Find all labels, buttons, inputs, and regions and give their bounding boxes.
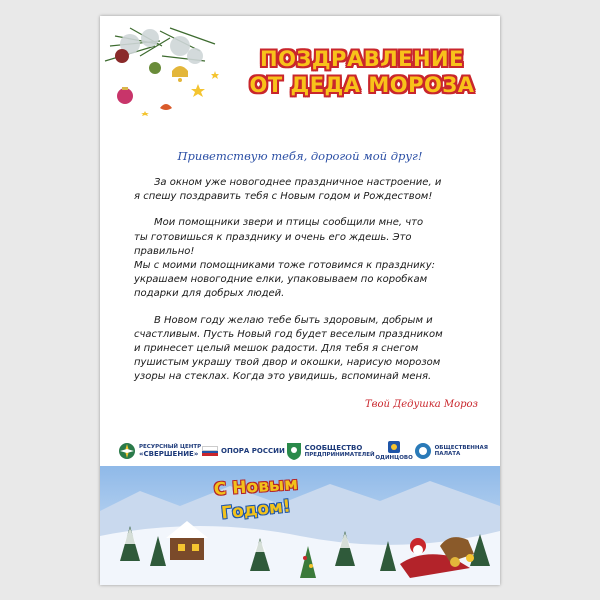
- text-line: узоры на стеклах. Когда это увидишь, вспоминай меня.: [134, 371, 432, 383]
- text-line: правильно!: [134, 245, 195, 257]
- text-line: пушистым украшу твой двор и окошки, нарисую морозом: [134, 357, 441, 369]
- banner-line-1: С Новым: [213, 474, 299, 500]
- text-line: счастливым. Пусть Новый год будет веселым праздником: [134, 328, 443, 340]
- greeting-line: Приветствую тебя, дорогой мой друг!: [177, 149, 423, 163]
- sversheniye-line-2: «СВЕРШЕНИЕ»: [139, 450, 199, 459]
- round-emblem-icon: [414, 442, 432, 460]
- letter-body: [134, 176, 478, 397]
- text-line: украшаем новогодние елки, упаковываем по коробкам: [134, 274, 428, 286]
- page-title: [228, 46, 496, 98]
- text-line: В Новом году желаю тебе быть здоровым, добрым и: [154, 314, 433, 326]
- greeting-letter-sheet: [100, 16, 500, 585]
- title-line-1: ПОЗДРАВЛЕНИЕ: [260, 47, 464, 71]
- emblem-icon: [387, 440, 401, 454]
- compass-icon: [118, 442, 136, 460]
- banner-line-2: Годом!: [220, 496, 292, 524]
- paragraph-2: [134, 216, 478, 301]
- sversheniye-line-1: РЕСУРСНЫЙ ЦЕНТР: [139, 443, 202, 450]
- title-line-2: ОТ ДЕДА МОРОЗА: [249, 73, 475, 97]
- text-line: ты готовишься к празднику и очень его ждешь. Это: [134, 231, 412, 243]
- text-line: За окном уже новогоднее праздничное настроение, и: [154, 177, 442, 188]
- signature: Твой Дедушка Мороз: [364, 399, 478, 410]
- soobshchestvo-line-2: ПРЕДПРИНИМАТЕЛЕЙ: [304, 451, 375, 458]
- text-line: Мои помощники звери и птицы сообщили мне, что: [154, 217, 424, 229]
- palata-logo: [414, 442, 488, 460]
- opora-label: ОПОРА РОССИИ: [221, 447, 285, 455]
- opora-logo: [202, 446, 285, 456]
- sversheniye-logo: [118, 442, 201, 460]
- palata-line-1: ОБЩЕСТВЕННАЯ: [434, 444, 488, 451]
- text-line: подарки для добрых людей.: [134, 288, 285, 300]
- shield-icon: [286, 442, 302, 460]
- russian-flag-icon: [202, 446, 218, 456]
- paragraph-1: [134, 176, 478, 204]
- soobshchestvo-line-1: СООБЩЕСТВО: [304, 443, 363, 452]
- text-line: я спешу поздравить тебя с Новым годом и Рождеством!: [134, 191, 433, 203]
- soobshchestvo-logo: [286, 442, 375, 460]
- new-year-banner: [208, 476, 304, 536]
- palata-line-2: ПАЛАТА: [434, 451, 461, 457]
- text-line: и принесет целый мешок радости. Для тебя я снегом: [134, 343, 419, 355]
- christmas-decoration-icon: [100, 16, 225, 116]
- odintsovo-label: ОДИНЦОВО: [375, 455, 413, 462]
- paragraph-3: [134, 314, 478, 385]
- text-line: Мы с моими помощниками тоже готовимся к празднику:: [134, 260, 435, 272]
- odintsovo-logo: [375, 440, 412, 462]
